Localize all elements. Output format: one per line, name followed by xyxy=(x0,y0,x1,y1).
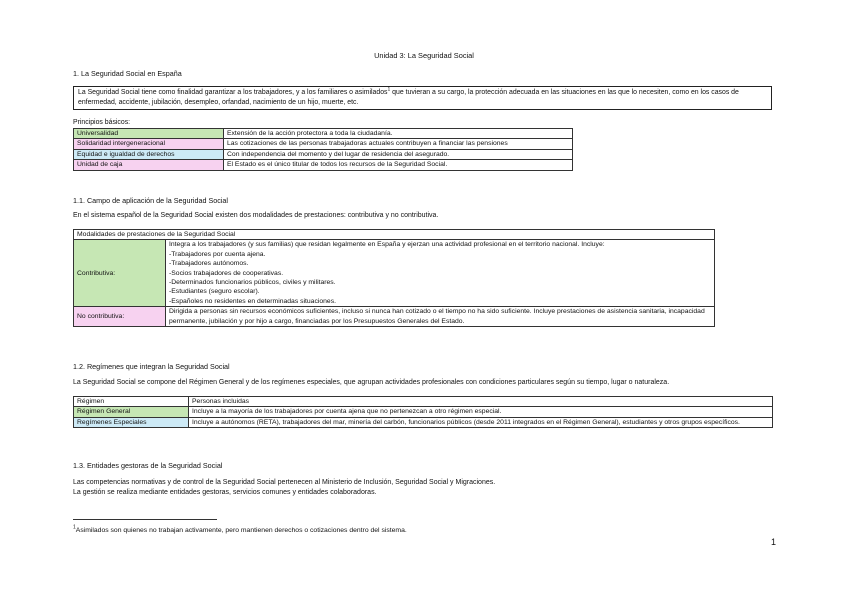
contrib-line: -Españoles no residentes en determinadas situaciones. xyxy=(169,297,337,305)
section-1-heading: 1. La Seguridad Social en España xyxy=(73,69,182,78)
section-1-3-line2: La gestión se realiza mediante entidades gestoras, servicios comunes y entidades colaboradoras. xyxy=(73,489,377,496)
contrib-line: Integra a los trabajadores (y sus familias) que residan legalmente en España y ejerzan una actividad profesional en el territorio nacional. Incluye: xyxy=(169,241,605,249)
regime-desc: Incluye a autónomos (RETA), trabajadores del mar, minería del carbón, funcionarios públicos (desde 2011 integrados en el Régimen General), estudiantes y otros grupos específicos. xyxy=(189,417,773,427)
regimes-table xyxy=(73,396,773,428)
contrib-line: -Determinados funcionarios públicos, civiles y militares. xyxy=(169,279,336,287)
contrib-line: -Estudiantes (seguro escolar). xyxy=(169,288,260,296)
table-row xyxy=(74,139,573,149)
definition-box xyxy=(73,86,772,110)
section-1-1-intro: En el sistema español de la Seguridad Social existen dos modalidades de prestaciones: contributiva y no contributiva. xyxy=(73,212,439,219)
benefits-table-header: Modalidades de prestaciones de la Seguridad Social xyxy=(74,230,715,240)
footnote-ref: 1 xyxy=(387,86,391,93)
principle-desc: El Estado es el único titular de todos los recursos de la Seguridad Social. xyxy=(224,160,573,170)
section-1-2-intro: La Seguridad Social se compone del Régimen General y de los regímenes especiales, que agrupan actividades profesionales con condiciones particulares según su tiempo, lugar o naturaleza. xyxy=(73,379,670,386)
contrib-line: -Trabajadores autónomos. xyxy=(169,260,249,268)
table-row xyxy=(74,407,773,417)
no-contributiva-desc: Dirigida a personas sin recursos económicos suficientes, incluso si nunca han cotizado o el tiempo no ha sido suficiente. Incluye prestaciones de asistencia sanitaria, incapacidad permanente, jubilación y por hijo a cargo, financiadas por los Presupuestos Generales del Estado. xyxy=(166,307,715,327)
no-contributiva-label: No contributiva: xyxy=(74,307,166,327)
regime-name: Régimen General xyxy=(74,407,189,417)
section-1-3-heading: 1.3. Entidades gestoras de la Seguridad Social xyxy=(73,461,223,470)
contributiva-label: Contributiva: xyxy=(74,240,166,307)
regimes-col-header: Personas incluidas xyxy=(189,397,773,407)
footnote-mark: 1 xyxy=(73,524,76,531)
principle-desc: Con independencia del momento y del lugar de residencia del asegurado. xyxy=(224,149,573,159)
table-row xyxy=(74,230,715,240)
principle-name: Equidad e igualdad de derechos xyxy=(74,149,224,159)
principle-desc: Extensión de la acción protectora a toda la ciudadanía. xyxy=(224,129,573,139)
table-row xyxy=(74,160,573,170)
principle-name: Universalidad xyxy=(74,129,224,139)
table-row xyxy=(74,417,773,427)
page-title: Unidad 3: La Seguridad Social xyxy=(374,51,474,60)
principles-label: Principios básicos: xyxy=(73,119,131,126)
principle-desc: Las cotizaciones de las personas trabajadoras actuales contribuyen a financiar las pensiones xyxy=(224,139,573,149)
table-row xyxy=(74,240,715,307)
footnote-text: Asimilados son quienes no trabajan activamente, pero mantienen derechos o cotizaciones dentro del sistema. xyxy=(75,527,407,534)
principle-name: Solidaridad intergeneracional xyxy=(74,139,224,149)
section-1-1-heading: 1.1. Campo de aplicación de la Seguridad Social xyxy=(73,196,229,205)
table-row xyxy=(74,149,573,159)
section-1-2-heading: 1.2. Regímenes que integran la Seguridad Social xyxy=(73,362,230,371)
definition-text-part1: La Seguridad Social tiene como finalidad garantizar a los trabajadores, y a los familiares o asimilados xyxy=(78,89,388,96)
regime-name: Regímenes Especiales xyxy=(74,417,189,427)
contrib-line: -Socios trabajadores de cooperativas. xyxy=(169,269,284,277)
footnote-divider xyxy=(73,519,217,520)
footnote xyxy=(73,524,407,534)
table-row xyxy=(74,129,573,139)
regimes-col-header: Régimen xyxy=(74,397,189,407)
table-row xyxy=(74,307,715,327)
principles-table xyxy=(73,128,573,171)
contributiva-desc xyxy=(166,240,715,307)
contrib-line: -Trabajadores por cuenta ajena. xyxy=(169,250,266,258)
principle-name: Unidad de caja xyxy=(74,160,224,170)
section-1-3-line1: Las competencias normativas y de control de la Seguridad Social pertenecen al Ministerio de Inclusión, Seguridad Social y Migraciones. xyxy=(73,479,496,486)
regime-desc: Incluye a la mayoría de los trabajadores por cuenta ajena que no pertenezcan a otro régimen especial. xyxy=(189,407,773,417)
definition-text-part2: que tuvieran a su cargo, la protección adecuada en las situaciones en las que lo necesiten, como en los casos de enfermedad, accidente, jubilación, desempleo, orfandad, nacimiento de un hijo, muerte, etc. xyxy=(78,89,739,106)
table-row xyxy=(74,397,773,407)
benefits-table xyxy=(73,229,715,327)
page-number: 1 xyxy=(771,537,777,547)
